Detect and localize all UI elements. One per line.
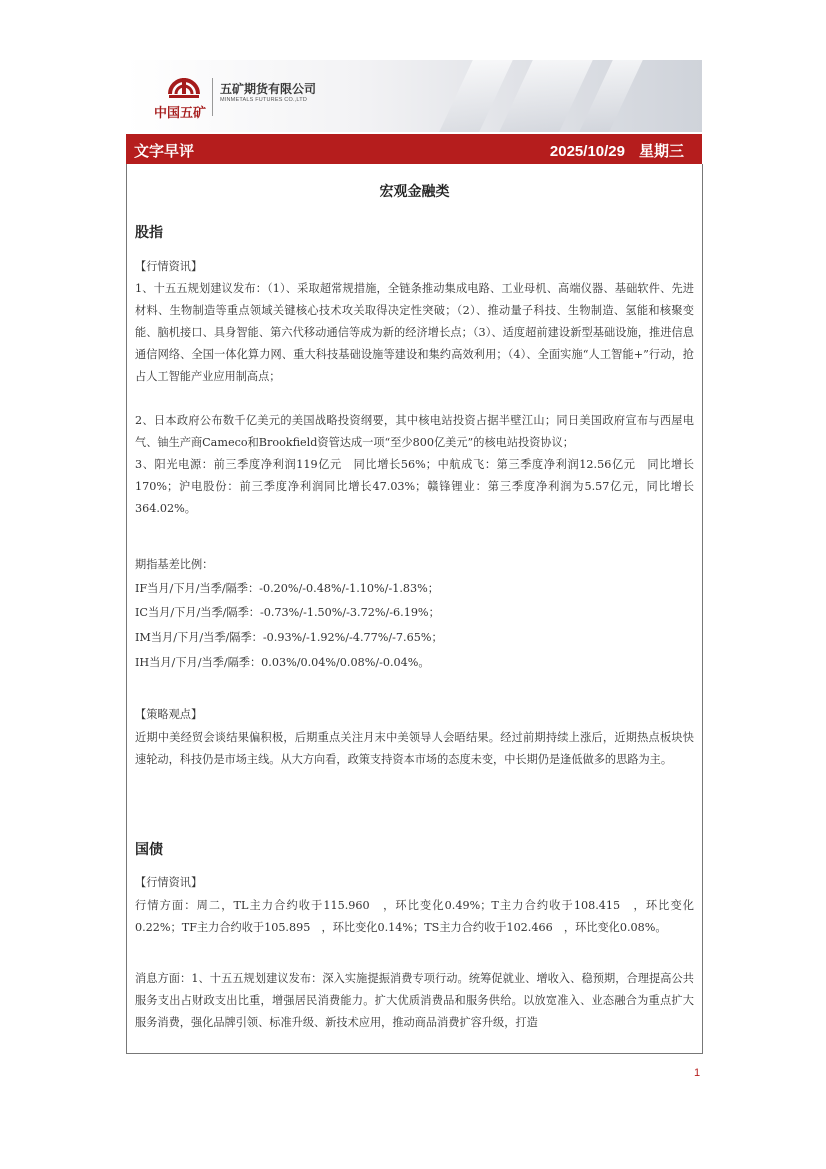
company-name-en: MINMETALS FUTURES CO.,LTD: [220, 97, 307, 103]
banner-decoration: [499, 60, 593, 132]
banner-decoration: [439, 60, 513, 132]
basis-row: IH当月/下月/当季/隔季：0.03%/0.04%/0.08%/-0.04%。: [135, 656, 430, 669]
index-news-item: 2、日本政府公布数千亿美元的美国战略投资纲要，其中核电站投资占据半壁江山；同日美国政府宣布与西屋电气、铀生产商Cameco和Brookfield资管达成一项“至少800亿美元”的核电站投资协议；: [135, 414, 694, 449]
index-heading: 股指: [135, 225, 163, 241]
banner-decoration: [579, 60, 643, 132]
report-date-group: [550, 140, 684, 161]
company-name-cn: 五矿期货有限公司: [220, 82, 317, 96]
minmetals-logo-icon: [166, 72, 202, 102]
content-frame: [126, 164, 703, 1054]
strategy-label: 【策略观点】: [135, 708, 203, 721]
logo-divider: [212, 78, 213, 116]
report-date: 2025/10/29: [549, 143, 625, 160]
basis-row: IM当月/下月/当季/隔季：-0.93%/-1.92%/-4.77%/-7.65%；: [135, 631, 443, 644]
index-news-item: 1、十五五规划建议发布：（1）、采取超常规措施，全链条推动集成电路、工业母机、高端仪器、基础软件、先进材料、生物制造等重点领域关键核心技术攻关取得决定性突破；（2）、推动量子科技、生物制造、氢能和核聚变能、脑机接口、具身智能、第六代移动通信等成为新的经济增长点；（3）、适度超前建设新型基础设施，推进信息通信网络、全国一体化算力网、重大科技基础设施等建设和集约高效利用；（4）、全面实施“人工智能+”行动，抢占人工智能产业应用制高点；: [135, 282, 694, 383]
bond-heading: 国债: [135, 842, 163, 858]
section-title: 宏观金融类: [379, 184, 450, 200]
title-bar: [126, 134, 702, 164]
index-news-label: 【行情资讯】: [135, 260, 203, 273]
bond-market-text: 行情方面：周二，TL主力合约收于115.960 ，环比变化0.49%；T主力合约收于108.415 ，环比变化0.22%；TF主力合约收于105.895 ，环比变化0.14%；TS主力合约收于102.466 ，环比变化0.08%。: [135, 899, 694, 934]
report-weekday: 星期三: [638, 142, 684, 160]
basis-label: 期指基差比例：: [135, 558, 214, 571]
header-banner: [126, 60, 702, 132]
strategy-text: 近期中美经贸会谈结果偏积极，后期重点关注月末中美领导人会晤结果。经过前期持续上涨后，近期热点板块快速轮动，科技仍是市场主线。从大方向看，政策支持资本市场的态度未变，中长期仍是逢低做多的思路为主。: [135, 731, 694, 766]
basis-row: IF当月/下月/当季/隔季：-0.20%/-0.48%/-1.10%/-1.83%；: [135, 582, 439, 595]
index-news-item: 3、阳光电源：前三季度净利润119亿元 同比增长56%；中航成飞：第三季度净利润12.56亿元 同比增长170%；沪电股份：前三季度净利润同比增长47.03%；赣锋锂业：第三季度净利润为5.57亿元，同比增长364.02%。: [135, 458, 694, 515]
bond-news-label: 【行情资讯】: [135, 876, 203, 889]
page-number: 1: [694, 1067, 701, 1079]
basis-row: IC当月/下月/当季/隔季：-0.73%/-1.50%/-3.72%/-6.19%；: [135, 606, 440, 619]
logo-text: 中国五矿: [154, 106, 207, 121]
bond-message-text: 消息方面：1、十五五规划建议发布：深入实施提振消费专项行动。统筹促就业、增收入、稳预期，合理提高公共服务支出占财政支出比重，增强居民消费能力。扩大优质消费品和服务供给。以放宽准入、业态融合为重点扩大服务消费，强化品牌引领、标准升级、新技术应用，推动商品消费扩容升级，打造: [135, 972, 694, 1029]
report-type: 文字早评: [134, 142, 195, 160]
